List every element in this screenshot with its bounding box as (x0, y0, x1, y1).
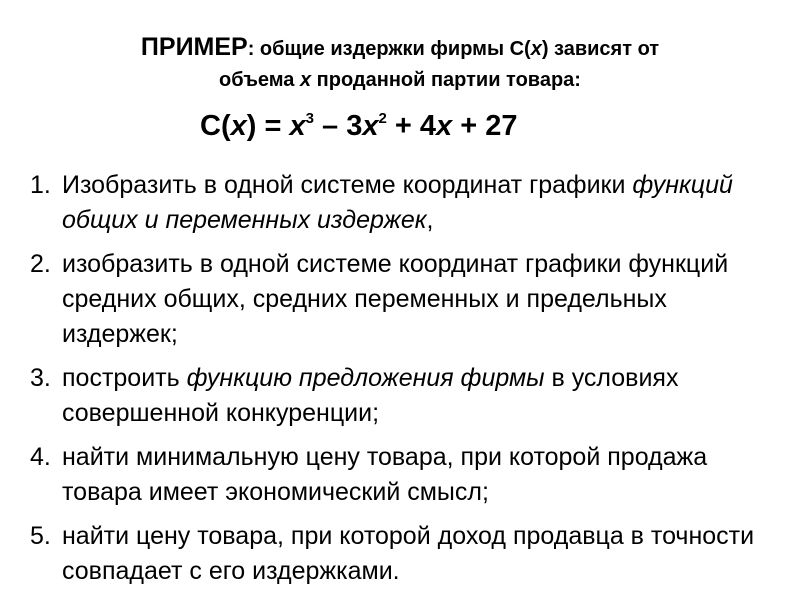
title-variable: x (299, 69, 312, 91)
task-text-part: Изобразить в одной системе координат графики (62, 171, 633, 199)
title-text: : общие издержки фирмы C( (247, 38, 531, 60)
task-emphasis: функцию предложения фирмы (186, 364, 545, 392)
title-text: ) зависят от (541, 38, 660, 60)
task-list (30, 168, 775, 598)
task-item-2 (30, 247, 775, 352)
task-item-3 (30, 361, 775, 431)
task-text: изобразить в одной системе координат графики функций средних общих, средних переменных и предельных издержек; (62, 250, 729, 348)
formula-part: – 3 (313, 110, 363, 142)
task-number: 3. (30, 364, 51, 392)
task-text-part: построить (62, 364, 187, 392)
task-number: 1. (30, 171, 51, 199)
formula-part: + 4 (386, 110, 436, 142)
task-emphasis: функций общих и переменных издержек (62, 171, 733, 234)
task-text-part: , (426, 206, 434, 234)
formula-variable: x (362, 110, 379, 142)
formula-variable: x (289, 110, 306, 142)
title-line-2 (40, 66, 760, 94)
title-text: объема (219, 69, 300, 91)
title-line-1 (40, 32, 760, 64)
task-text: найти цену товара, при которой доход продавца в точности совпадает с его издержками. (62, 522, 755, 585)
task-text (62, 364, 678, 427)
task-number: 5. (30, 522, 51, 550)
formula-part: C( (200, 110, 231, 142)
title-lead: ПРИМЕР (140, 33, 248, 61)
task-item-4 (30, 440, 775, 510)
task-text-part: в условиях совершенной конкуренции; (62, 364, 679, 427)
task-text (62, 171, 733, 234)
task-text: найти минимальную цену товара, при которой продажа товара имеет экономический смысл; (62, 443, 708, 506)
title-text: проданной партии товара: (311, 69, 581, 91)
task-number: 4. (30, 443, 51, 471)
formula-part: + 27 (452, 110, 518, 142)
formula-exponent: 3 (305, 110, 314, 127)
slide-title (40, 32, 760, 94)
formula-variable: x (436, 110, 453, 142)
task-item-1 (30, 168, 775, 238)
formula-exponent: 2 (378, 110, 387, 127)
cost-formula (200, 108, 517, 144)
task-number: 2. (30, 250, 51, 278)
task-item-5 (30, 519, 775, 589)
title-variable: x (530, 38, 542, 60)
formula-variable: x (230, 110, 247, 142)
formula-part: ) = (246, 110, 290, 142)
